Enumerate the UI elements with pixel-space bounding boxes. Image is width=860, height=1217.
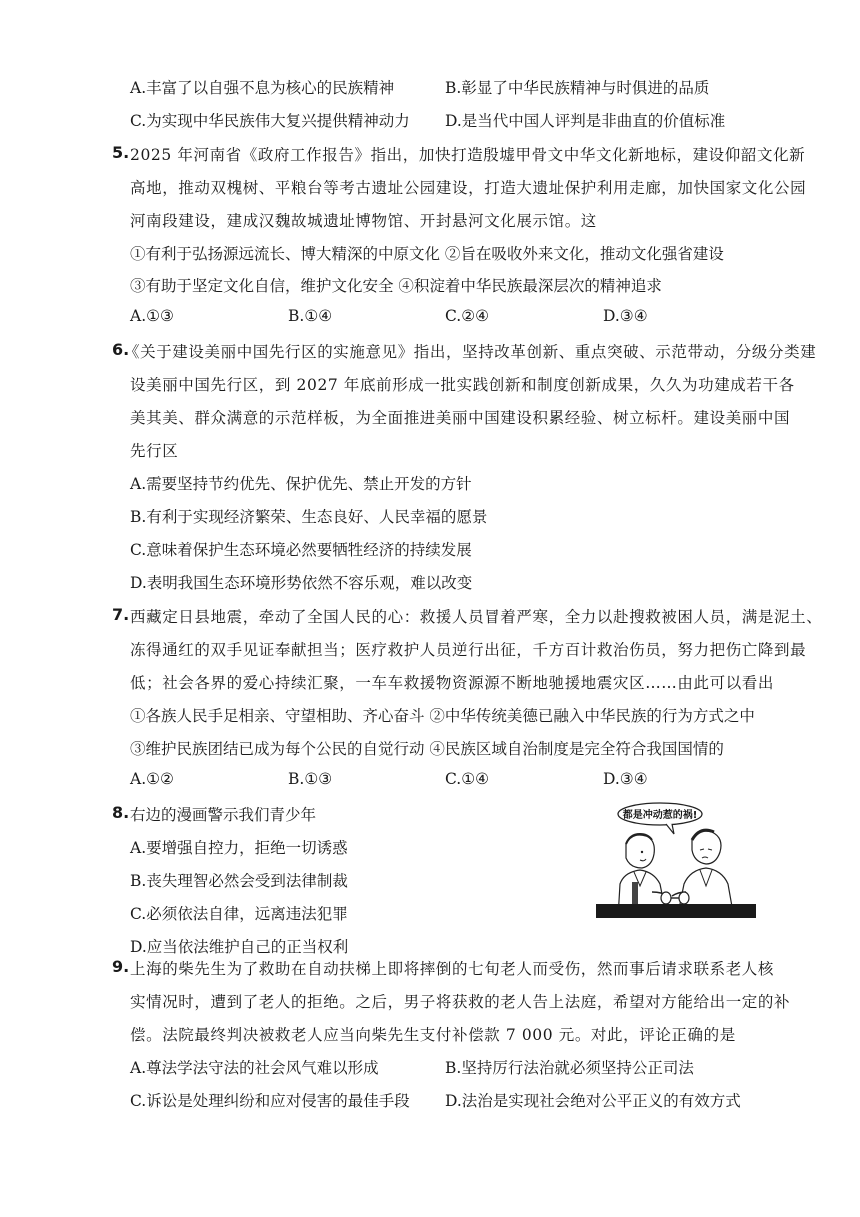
- q8-option-d: D.应当依法维护自己的正当权利: [130, 938, 349, 956]
- speech-bubble-text: 都是冲动惹的祸!: [622, 810, 698, 821]
- q9-option-d: D.法治是实现社会绝对公平正义的有效方式: [445, 1092, 741, 1110]
- q6-option-a: A.需要坚持节约优先、保护优先、禁止开发的方针: [130, 475, 472, 493]
- cartoon-illustration: [596, 800, 756, 918]
- q8-option-b: B.丧失理智必然会受到法律制裁: [130, 872, 348, 890]
- q7-option-c: C.①④: [445, 770, 490, 788]
- q4-option-a: A.丰富了以自强不息为核心的民族精神: [130, 79, 395, 97]
- q7-number: 7.: [112, 605, 130, 624]
- q9-option-c: C.诉讼是处理纠纷和应对侵害的最佳手段: [130, 1092, 410, 1110]
- q6-option-c: C.意味着保护生态环境必然要牺牲经济的持续发展: [130, 541, 472, 559]
- q6-stem-line-3: 美其美、群众满意的示范样板，为全面推进美丽中国建设积累经验、树立标杆。建设美丽中国: [130, 409, 791, 427]
- q6-stem-line-4: 先行区: [130, 442, 179, 460]
- q6-stem-line-1: 《关于建设美丽中国先行区的实施意见》指出，坚持改革创新、重点突破、示范带动，分级分类建: [124, 343, 817, 361]
- q5-option-c: C.②④: [445, 307, 490, 325]
- q9-option-a: A.尊法学法守法的社会风气难以形成: [130, 1059, 379, 1077]
- q4-option-d: D.是当代中国人评判是非曲直的价值标准: [445, 112, 726, 130]
- q5-option-a: A.①③: [130, 307, 174, 325]
- q5-stem-line-2: 高地，推动双槐树、平粮台等考古遗址公园建设，打造大遗址保护利用走廊，加快国家文化公园: [130, 179, 807, 197]
- q5-stem-line-3: 河南段建设，建成汉魏故城遗址博物馆、开封悬河文化展示馆。这: [130, 212, 597, 230]
- q6-stem-line-2: 设美丽中国先行区，到 2027 年底前形成一批实践创新和制度创新成果，久久为功建成若干各: [130, 376, 795, 394]
- q5-number: 5.: [112, 143, 130, 162]
- q7-stem-line-1: 西藏定日县地震，牵动了全国人民的心：救援人员冒着严寒，全力以赴搜救被困人员，满是泥土、: [130, 608, 823, 626]
- q9-number: 9.: [112, 957, 130, 976]
- q6-number: 6.: [112, 340, 130, 359]
- q5-option-b: B.①④: [288, 307, 333, 325]
- q8-stem: 右边的漫画警示我们青少年: [130, 806, 317, 824]
- q7-option-b: B.①③: [288, 770, 333, 788]
- q6-option-d: D.表明我国生态环境形势依然不容乐观，难以改变: [130, 574, 473, 592]
- q9-stem-line-2: 实情况时，遭到了老人的拒绝。之后，男子将获救的老人告上法庭，希望对方能给出一定的补: [130, 993, 791, 1011]
- table-base: [596, 904, 756, 918]
- q5-item-line-2: ③有助于坚定文化自信，维护文化安全 ④积淀着中华民族最深层次的精神追求: [130, 277, 662, 295]
- q5-item-line-1: ①有利于弘扬源远流长、博大精深的中原文化 ②旨在吸收外来文化，推动文化强省建设: [130, 245, 724, 263]
- q6-option-b: B.有利于实现经济繁荣、生态良好、人民幸福的愿景: [130, 508, 488, 526]
- q7-item-line-1: ①各族人民手足相亲、守望相助、齐心奋斗 ②中华传统美德已融入中华民族的行为方式之中: [130, 707, 755, 725]
- q4-option-b: B.彰显了中华民族精神与时俱进的品质: [445, 79, 710, 97]
- q4-option-c: C.为实现中华民族伟大复兴提供精神动力: [130, 112, 410, 130]
- q9-option-b: B.坚持厉行法治就必须坚持公正司法: [445, 1059, 694, 1077]
- q5-stem-line-1: 2025 年河南省《政府工作报告》指出，加快打造殷墟甲骨文中华文化新地标，建设仰韶文化新: [130, 146, 806, 164]
- q8-option-c: C.必须依法自律，远离违法犯罪: [130, 905, 348, 923]
- q7-stem-line-2: 冻得通红的双手见证奉献担当；医疗救护人员逆行出征，千方百计救治伤员，努力把伤亡降到最: [130, 641, 807, 659]
- q7-item-line-2: ③维护民族团结已成为每个公民的自觉行动 ④民族区域自治制度是完全符合我国国情的: [130, 740, 724, 758]
- q9-stem-line-1: 上海的柴先生为了救助在自动扶梯上即将摔倒的七旬老人而受伤，然而事后请求联系老人核: [130, 960, 775, 978]
- q5-option-d: D.③④: [603, 307, 648, 325]
- q7-stem-line-3: 低；社会各界的爱心持续汇聚，一车车救援物资源源不断地驰援地震灾区……由此可以看出: [130, 674, 775, 692]
- q7-option-d: D.③④: [603, 770, 648, 788]
- q8-option-a: A.要增强自控力，拒绝一切诱惑: [130, 839, 348, 857]
- q8-number: 8.: [112, 803, 130, 822]
- q9-stem-line-3: 偿。法院最终判决被救老人应当向柴先生支付补偿款 7 000 元。对此，评论正确的是: [130, 1026, 736, 1044]
- q7-option-a: A.①②: [130, 770, 174, 788]
